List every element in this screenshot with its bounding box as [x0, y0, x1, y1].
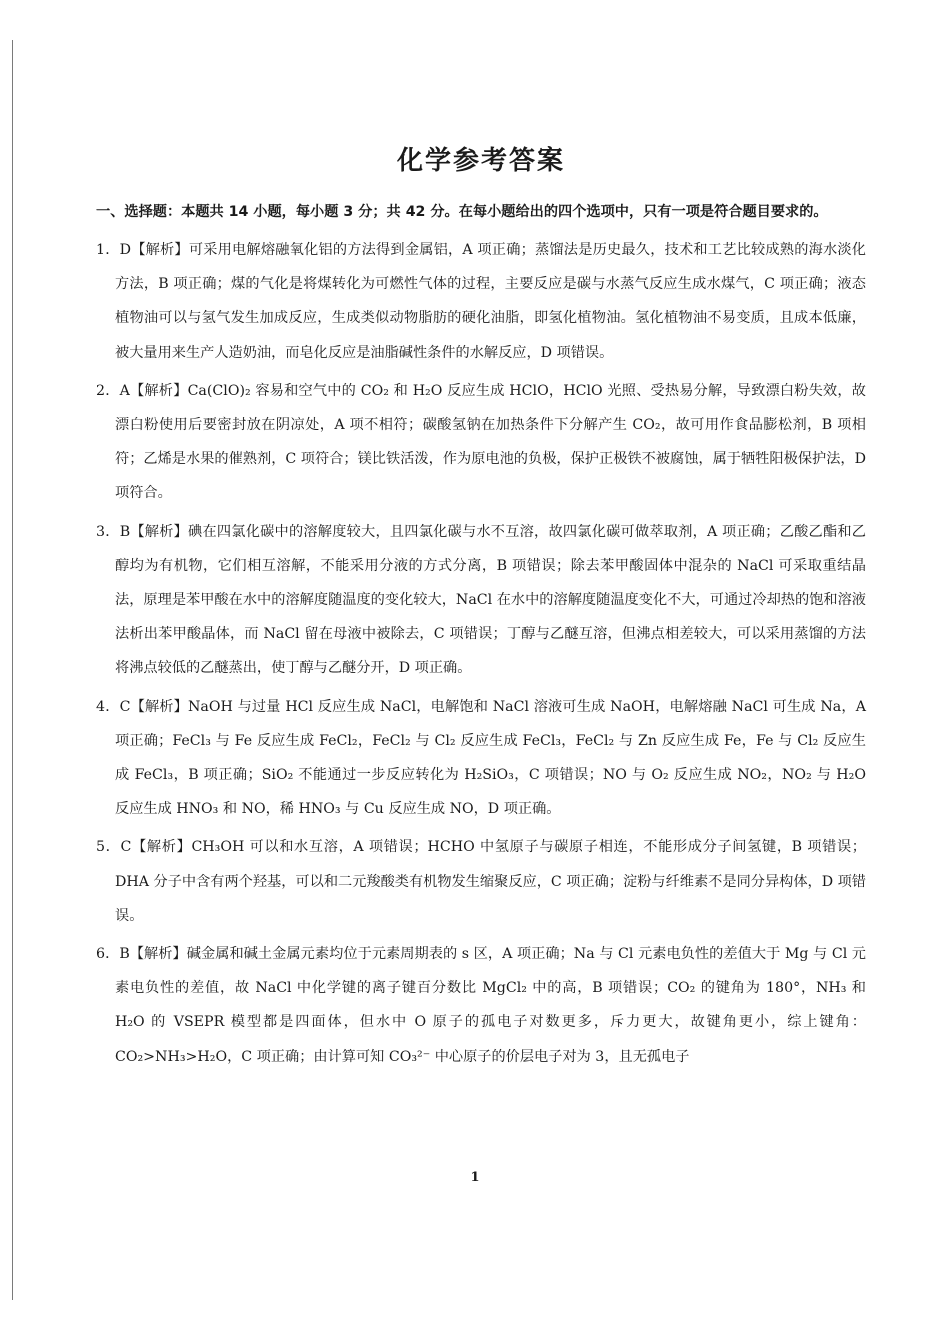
- item-answer: C: [119, 698, 131, 715]
- item-number: 3．: [96, 523, 120, 540]
- analysis-tag: 【解析】: [131, 242, 189, 258]
- item-number: 6．: [96, 946, 120, 963]
- item-text: CH₃OH 可以和水互溶，A 项错误；HCHO 中氢原子与碳原子相连，不能形成分子间氢键，B 项错误；DHA 分子中含有两个羟基，可以和二元羧酸类有机物发生缩聚反应，C 项正确；淀粉与纤维素不是同分异构体，D 项错误。: [115, 839, 866, 924]
- answer-item-1: [96, 233, 866, 370]
- analysis-tag: 【解析】: [130, 698, 189, 715]
- analysis-tag: 【解析】: [130, 523, 189, 540]
- item-text: 可采用电解熔融氧化铝的方法得到金属铝，A 项正确；蒸馏法是历史最久，技术和工艺比较成熟的海水淡化方法，B 项正确；煤的气化是将煤转化为可燃性气体的过程，主要反应是碳与水蒸气反应生成水煤气，C 项正确；液态植物油可以与氢气发生加成反应，生成类似动物脂肪的硬化油脂，即氢化植物油。氢化植物油不易变质，且成本低廉，被大量用来生产人造奶油，而皂化反应是油脂碱性条件的水解反应，D 项错误。: [115, 242, 866, 361]
- item-text: NaOH 与过量 HCl 反应生成 NaCl，电解饱和 NaCl 溶液可生成 NaOH，电解熔融 NaCl 可生成 Na，A 项正确；FeCl₃ 与 Fe 反应生成 FeCl₂，FeCl₂ 与 Cl₂ 反应生成 FeCl₃，FeCl₂ 与 Zn 反应生成 Fe，Fe 与 Cl₂ 反应生成 FeCl₃，B 项正确；SiO₂ 不能通过一步反应转化为 H₂SiO₃，C 项错误；NO 与 O₂ 反应生成 NO₂，NO₂ 与 H₂O 反应生成 HNO₃ 和 NO，稀 HNO₃ 与 Cu 反应生成 NO，D 项正确。: [115, 698, 866, 818]
- item-number: 5．: [96, 839, 121, 856]
- item-number: 4．: [96, 698, 120, 715]
- analysis-tag: 【解析】: [131, 839, 192, 856]
- answer-document: [96, 140, 866, 1078]
- analysis-tag: 【解析】: [129, 382, 188, 399]
- binding-margin-line: [12, 40, 13, 1300]
- answer-item-6: [96, 937, 866, 1074]
- page-title: 化学参考答案: [396, 146, 565, 176]
- item-answer: A: [119, 382, 130, 399]
- section-heading: 一、选择题：本题共 14 小题，每小题 3 分；共 42 分。在每小题给出的四个选项中，只有一项是符合题目要求的。: [96, 204, 828, 220]
- item-text: 碘在四氯化碳中的溶解度较大，且四氯化碳与水不互溶，故四氯化碳可做萃取剂，A 项正确；乙酸乙酯和乙醇均为有机物，它们相互溶解，不能采用分液的方式分离，B 项错误；除去苯甲酸固体中混杂的 NaCl 可采取重结晶法，原理是苯甲酸在水中的溶解度随温度的变化较大，NaCl 在水中的溶解度随温度变化不大，可通过冷却热的饱和溶液法析出苯甲酸晶体，而 NaCl 留在母液中被除去，C 项错误；丁醇与乙醚互溶，但沸点相差较大，可以采用蒸馏的方法将沸点较低的乙醚蒸出，使丁醇与乙醚分开，D 项正确。: [115, 523, 866, 677]
- item-answer: B: [119, 946, 130, 963]
- item-number: 1．: [96, 242, 120, 258]
- answer-item-5: [96, 830, 866, 933]
- page-number: 1: [470, 1170, 480, 1185]
- item-text: 碱金属和碱土金属元素均位于元素周期表的 s 区，A 项正确；Na 与 Cl 元素电负性的差值大于 Mg 与 Cl 元素电负性的差值，故 NaCl 中化学键的离子键百分数比 MgCl₂ 中的高，B 项错误；CO₂ 的键角为 180°，NH₃ 和 H₂O 的 VSEPR 模型都是四面体，但水中 O 原子的孤电子对数更多，斥力更大，故键角更小，综上键角：CO₂>NH₃>H₂O，C 项正确；由计算可知 CO₃²⁻ 中心原子的价层电子对为 3，且无孤电子: [115, 946, 866, 1065]
- item-answer: B: [119, 523, 131, 540]
- answer-item-4: [96, 690, 866, 827]
- item-answer: C: [120, 839, 132, 856]
- analysis-tag: 【解析】: [129, 946, 187, 963]
- item-number: 2．: [96, 382, 120, 399]
- answer-item-3: [96, 515, 866, 686]
- item-answer: D: [119, 242, 132, 258]
- item-text: Ca(ClO)₂ 容易和空气中的 CO₂ 和 H₂O 反应生成 HClO，HClO 光照、受热易分解，导致漂白粉失效，故漂白粉使用后要密封放在阴凉处，A 项不相符；碳酸氢钠在加热条件下分解产生 CO₂，故可用作食品膨松剂，B 项相符；乙烯是水果的催熟剂，C 项符合；镁比铁活泼，作为原电池的负极，保护正极铁不被腐蚀，属于牺牲阳极保护法，D 项符合。: [115, 382, 866, 502]
- answer-item-2: [96, 374, 866, 511]
